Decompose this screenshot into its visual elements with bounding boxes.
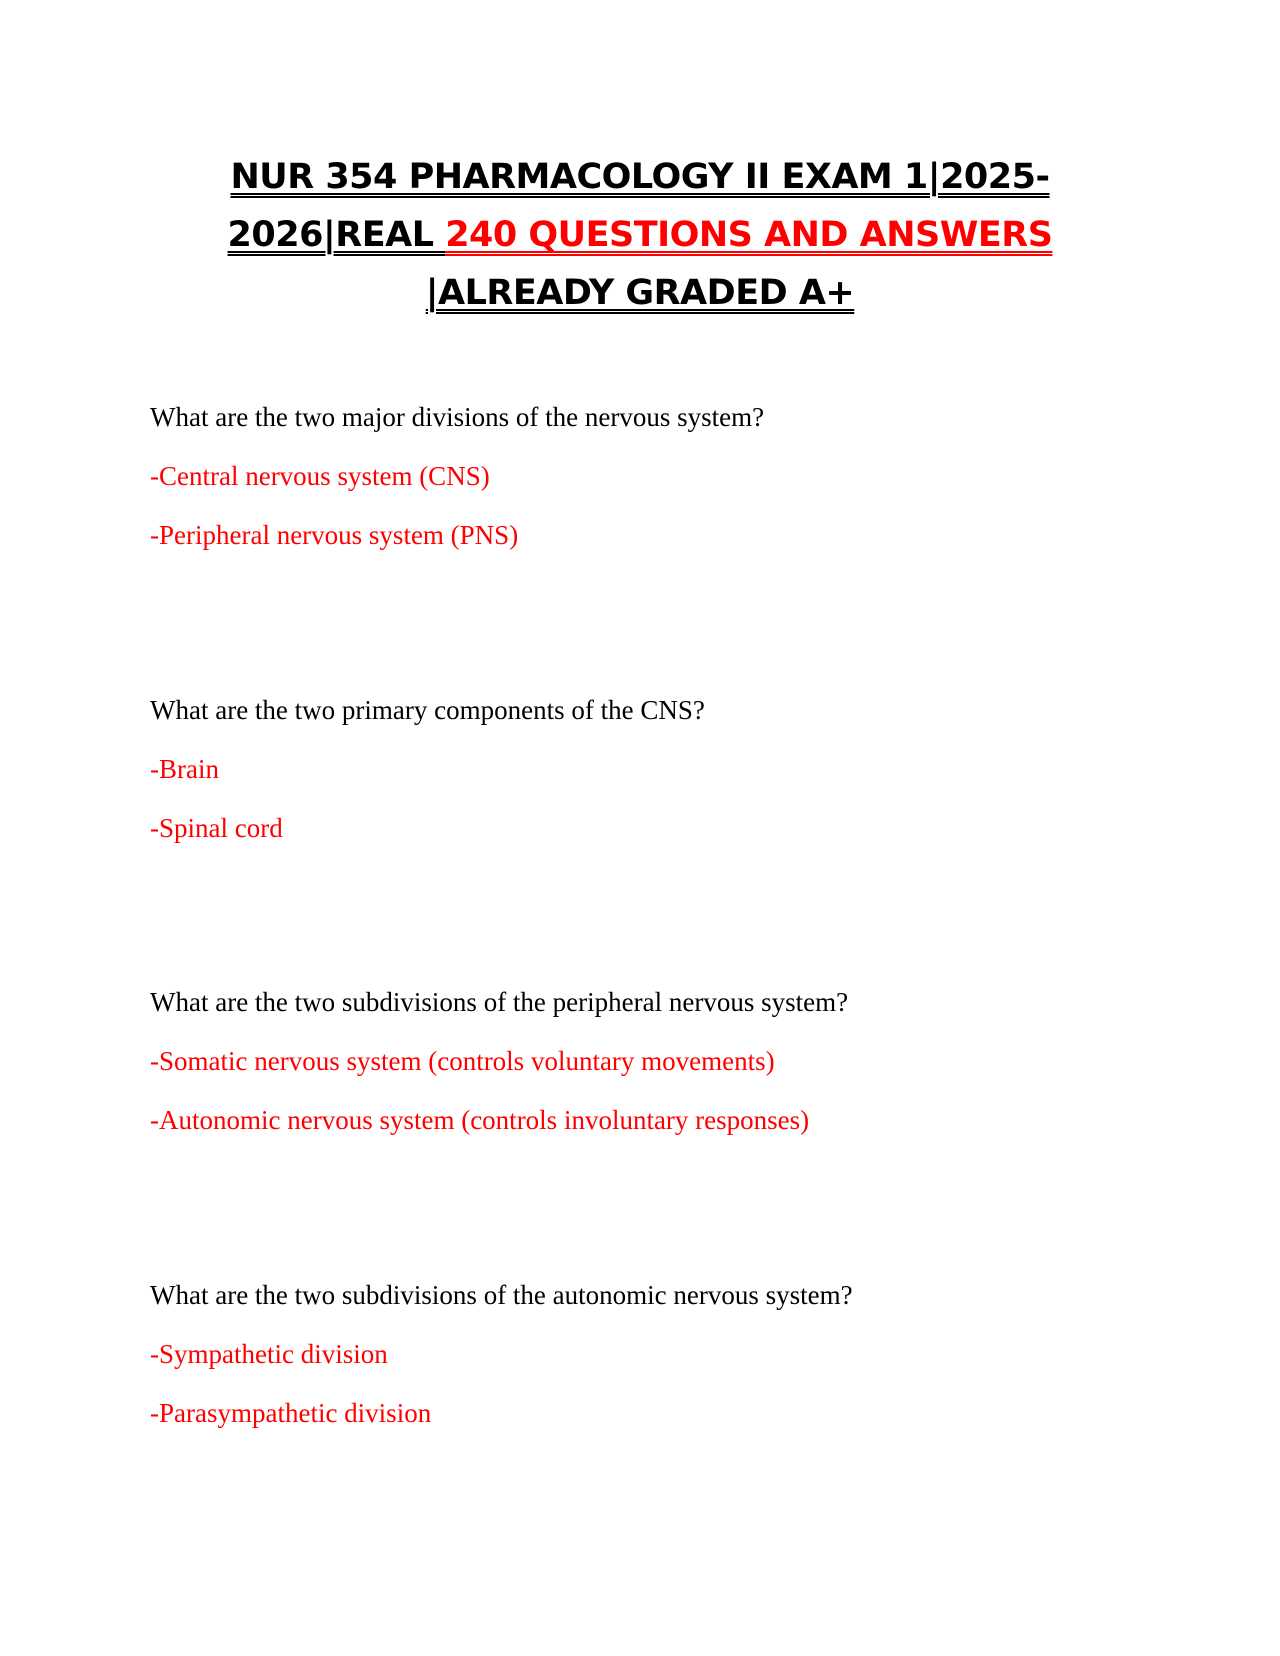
question-text: What are the two primary components of the CNS? [150,695,705,725]
title-text-black-end: |ALREADY GRADED A+ [425,273,855,313]
question-text: What are the two major divisions of the nervous system? [150,402,765,432]
title-text-black: NUR 354 PHARMACOLOGY II EXAM 1|2025-2026|REAL [227,157,1050,255]
qa-block [150,681,1150,858]
answer-text: -Spinal cord [150,813,283,843]
answer-text: -Peripheral nervous system (PNS) [150,520,519,550]
answer-text: -Central nervous system (CNS) [150,461,490,491]
answer-text: -Sympathetic division [150,1339,388,1369]
qa-block [150,388,1150,565]
qa-block [150,973,1150,1150]
answer-text: -Autonomic nervous system (controls involuntary responses) [150,1105,810,1135]
answer-text: -Somatic nervous system (controls voluntary movements) [150,1046,775,1076]
question-text: What are the two subdivisions of the autonomic nervous system? [150,1280,853,1310]
qa-block [150,1266,1150,1443]
question-text: What are the two subdivisions of the peripheral nervous system? [150,987,849,1017]
answer-text: -Parasympathetic division [150,1398,432,1428]
document-title [190,148,1090,322]
title-text-red: 240 QUESTIONS AND ANSWERS [445,215,1053,255]
answer-text: -Brain [150,754,219,784]
